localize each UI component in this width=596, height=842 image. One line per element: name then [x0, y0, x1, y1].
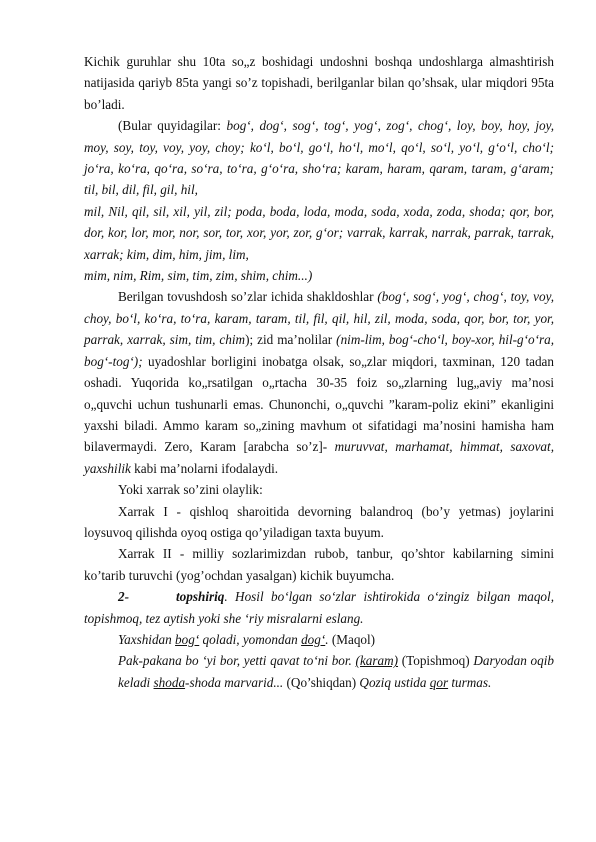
text-run: Berilgan tovushdosh so’zlar ichida shakldoshlar: [118, 289, 378, 305]
task-word: topshiriq: [176, 589, 225, 605]
text-run: uyadoshlar borligini inobatga olsak, so„zlar miqdori, taxminan, 120 tadan oshadi. Yuqorida ko„rsatilgan o„rtacha 30-35 foiz so„zlarning lug„aviy ma’nosi o„quvchi uchun tushunarli emas. Chunonchi, o„quvchi ”karam-poliz ekini” ekanligini yaxshi biladi. Ammo karam so„zining mavhum ot sifatidagi ma’nosini hamisha ham bilavermaydi. Zero, Karam [arabcha so’z]-: [84, 353, 554, 455]
task-text: . Hosil bo‘lgan so‘zlar ishtirokida o‘zingiz bilgan maqol, topishmoq, tez aytish yoki she ‘riy misralarni eslang.: [84, 589, 554, 626]
text-run: ); zid ma’nolilar: [245, 332, 337, 348]
word-list-part3: mim, nim, Rim, sim, tim, zim, shim, chim...): [84, 268, 313, 284]
word-list-part1: bog‘, dog‘, sog‘, tog‘, yog‘, zog‘, chog‘, loy, boy, hoy, joy, moy, soy, toy, voy, yoy, choy; ko‘l, bo‘l, go‘l, ho‘l, mo‘l, qo‘l, so‘l, yo‘l, g‘o‘l, cho‘l; jo‘ra, ko‘ra, qo‘ra, so‘ra, to‘ra, g‘o‘ra, sho‘ra; karam, haram, qaram, taram, g‘aram; til, bil, dil, fil, gil, hil,: [84, 118, 555, 198]
homonym-list: (bog‘, sog‘, yog‘, chog‘, toy, voy, choy, bo‘l, ko‘ra, to‘ra, karam, taram, til, fil, qil, hil, zil, moda, soda, qor, bor, tor, yor, parrak, xarrak, sim, tim, chim: [84, 289, 554, 348]
text-run: Qoziq ustida: [359, 674, 430, 690]
paragraph-xarrak-2: Xarrak II - milliy sozlarimizdan rubob, tanbur, qo’shtor kabilarning simini ko’tarib turuvchi (yog’ochdan yasalgan) kichik buyumcha.: [84, 546, 554, 583]
text-run: qoladi, yomondan: [199, 631, 302, 647]
paragraph-intro: Kichik guruhlar shu 10ta so„z boshidagi undoshni boshqa undoshlarga almashtirish natijasida qariyb 85ta yangi so’z topishadi, berilganlar bilan qo’shsak, ular miqdori 95ta bo’ladi.: [84, 54, 554, 112]
antonym-list: (nim-lim, bog‘-cho‘l, boy-xor, hil-g‘o‘ra, bog‘-tog‘);: [84, 332, 554, 369]
paragraph-proverb: [84, 629, 554, 650]
underlined-word: qor: [429, 674, 449, 690]
meaning-list: muruvvat, marhamat, himmat, saxovat, yaxshilik: [84, 439, 554, 476]
source-label: (Qo’shiqdan): [283, 674, 360, 690]
text-run: Yaxshidan: [118, 631, 176, 647]
paragraph-xarrak-1: Xarrak I - qishloq sharoitida devorning balandroq (bo’y yetmas) joylarini loysuvoq qilishda oyoq ostiga qo’yiladigan taxta buyum.: [84, 503, 554, 540]
paragraph-task-2: [84, 586, 554, 629]
text-run: Pak-pakana bo ‘yi bor, yetti qavat to‘ni bor.: [118, 653, 356, 669]
source-label: (Maqol): [328, 631, 376, 647]
text-run: .: [325, 631, 329, 647]
underlined-word: bog‘: [175, 631, 200, 647]
document-body: [84, 51, 554, 693]
task-number: 2-: [118, 589, 129, 605]
paragraph-word-list-cont: [84, 201, 554, 265]
text-run: turmas.: [448, 674, 492, 690]
word-list-part2: mil, Nil, qil, sil, xil, yil, zil; poda, boda, loda, moda, soda, xoda, zoda, shoda; qor, bor, dor, kor, lor, mor, nor, sor, tor, xor, yor, zor, g‘or; varrak, karrak, narrak, parrak, tarrak, xarrak; kim, dim, him, jim, lim,: [84, 203, 554, 262]
underlined-word: (karam): [355, 653, 399, 669]
underlined-word: shoda: [153, 674, 186, 690]
paragraph-xarrak-intro: Yoki xarrak so’zini olaylik:: [118, 482, 263, 498]
source-label: (Topishmoq): [398, 653, 474, 669]
text-run: Daryodan oqib keladi: [118, 653, 554, 690]
text-run: -shoda marvarid...: [185, 674, 284, 690]
paragraph-riddle-song: [84, 650, 554, 693]
text-run: kabi ma’nolarni ifodalaydi.: [130, 460, 279, 476]
paragraph-homonyms: [84, 286, 554, 479]
word-list-prefix: (Bular quyidagilar:: [118, 118, 227, 134]
underlined-word: dog‘: [301, 631, 326, 647]
paragraph-word-list: [84, 115, 554, 201]
paragraph-word-list-end: [84, 265, 554, 286]
